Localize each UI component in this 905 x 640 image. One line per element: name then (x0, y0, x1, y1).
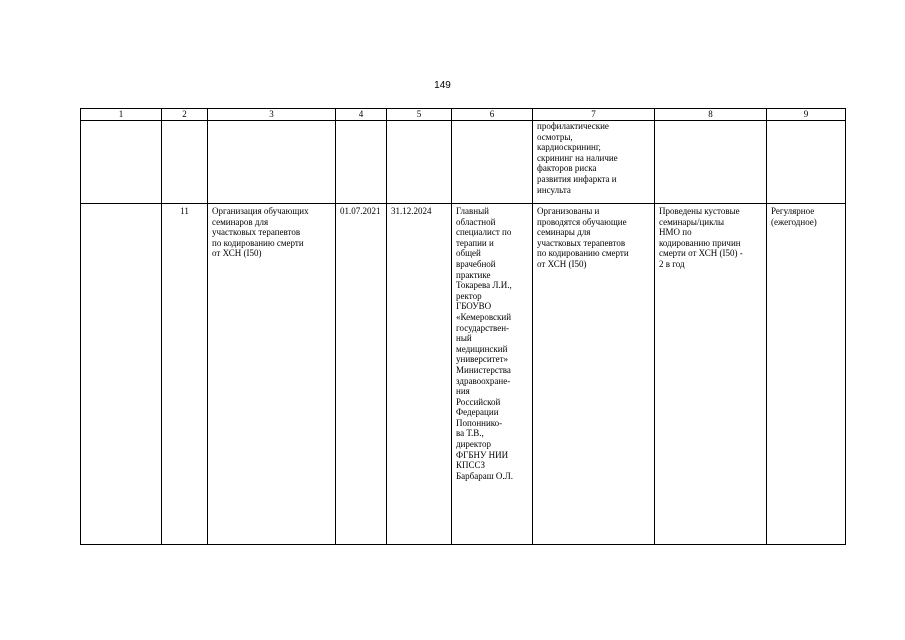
table-cell (452, 121, 533, 204)
row-number-cell: 11 (162, 204, 208, 545)
table-cell (336, 121, 387, 204)
table-cell (767, 121, 846, 204)
result-cell-continued: профилактические осмотры, кардиоскрининг, скрининг на наличие факторов риска развития инфаркта и инсульта (533, 121, 655, 204)
table-cell (162, 121, 208, 204)
start-date-cell: 01.07.2021 (336, 204, 387, 545)
event-cell: Организация обучающих семинаров для участковых терапевтов по кодированию смерти от ХСН (I50) (208, 204, 336, 545)
table-cell (387, 121, 452, 204)
responsible-cell: Главный областной специалист по терапии и общей врачебной практике Токарева Л.И., ректор ГБОУВО «Кемеровский государствен- ный медицинский университет» Министерства здравоохране- ния Российской Федерации Попоннико- ва Т.В., директор ФГБНУ НИИ КПССЗ Барбараш О.Л. (452, 204, 533, 545)
column-header: 5 (387, 109, 452, 121)
table-cell (655, 121, 767, 204)
plan-table (80, 108, 846, 545)
indicator-cell: Проведены кустовые семинары/циклы НМО по кодированию причин смерти от ХСН (I50) - 2 в год (655, 204, 767, 545)
table-row (81, 204, 846, 545)
column-header: 2 (162, 109, 208, 121)
frequency-cell: Регулярное (ежегодное) (767, 204, 846, 545)
column-header: 9 (767, 109, 846, 121)
column-header: 4 (336, 109, 387, 121)
table-cell (81, 121, 162, 204)
table-row (81, 121, 846, 204)
page-number: 149 (434, 80, 451, 91)
table-cell (208, 121, 336, 204)
table-cell (81, 204, 162, 545)
column-header: 1 (81, 109, 162, 121)
result-cell: Организованы и проводятся обучающие семинары для участковых терапевтов по кодированию смерти от ХСН (I50) (533, 204, 655, 545)
table-header-row (81, 109, 846, 121)
column-header: 6 (452, 109, 533, 121)
column-header: 7 (533, 109, 655, 121)
end-date-cell: 31.12.2024 (387, 204, 452, 545)
column-header: 3 (208, 109, 336, 121)
column-header: 8 (655, 109, 767, 121)
